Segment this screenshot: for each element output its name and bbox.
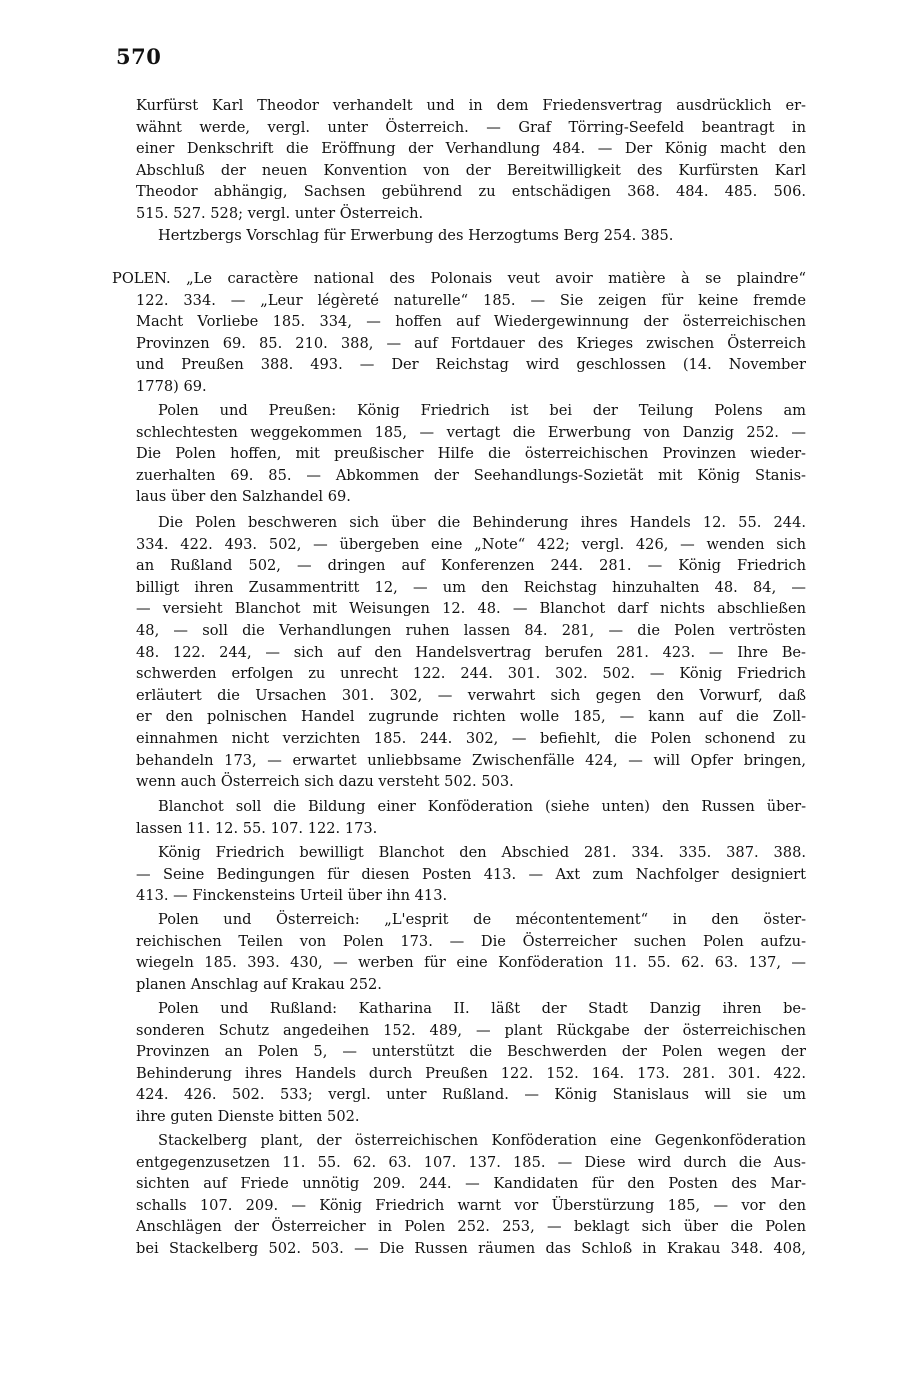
text-line: wenn auch Österreich sich dazu versteht 502. 503. xyxy=(136,773,514,791)
text-line: 515. 527. 528; vergl. unter Österreich. xyxy=(136,204,424,222)
text-line: billigt ihren Zusammentritt 12, — um den Reichstag hinzuhalten 48. 84, — xyxy=(136,578,806,596)
entry-heading-line: POLEN. „Le caractère national des Polonais veut avoir matière à se plaindre“ xyxy=(112,270,806,287)
polen-stackelberg-paragraph xyxy=(136,1130,806,1260)
text-line: planen Anschlag auf Krakau 252. xyxy=(136,975,382,993)
text-line: Polen und Preußen: König Friedrich ist bei der Teilung Polens am xyxy=(158,402,806,419)
hertzberg-line: Hertzbergs Vorschlag für Erwerbung des Herzogtums Berg 254. 385. xyxy=(158,226,674,244)
text-line: 334. 422. 493. 502, — übergeben eine „Note“ 422; vergl. 426, — wenden sich xyxy=(136,535,806,553)
text-line: Theodor abhängig, Sachsen gebührend zu entschädigen 368. 484. 485. 506. xyxy=(136,183,806,201)
text-line: sonderen Schutz angedeihen 152. 489, — plant Rückgabe der österreichischen xyxy=(136,1021,806,1039)
text-line: ihre guten Dienste bitten 502. xyxy=(136,1107,360,1125)
polen-preussen-paragraph xyxy=(136,400,806,508)
text-line: wiegeln 185. 393. 430, — werben für eine Konföderation 11. 55. 62. 63. 137, — xyxy=(136,954,806,972)
text-line: — versieht Blanchot mit Weisungen 12. 48. — Blanchot darf nichts abschließen xyxy=(136,600,806,618)
text-line: er den polnischen Handel zugrunde richten wolle 185, — kann auf die Zoll- xyxy=(136,708,806,726)
text-line: laus über den Salzhandel 69. xyxy=(136,488,351,506)
text-line: Blanchot soll die Bildung einer Konföderation (siehe unten) den Russen über- xyxy=(158,798,806,815)
polen-entry-intro xyxy=(112,268,806,398)
polen-oesterreich-paragraph xyxy=(136,909,806,995)
text-line: schalls 107. 209. — König Friedrich warnt vor Überstürzung 185, — vor den xyxy=(136,1196,806,1214)
text-line: Behinderung ihres Handels durch Preußen 122. 152. 164. 173. 281. 301. 422. xyxy=(136,1064,806,1082)
text-line: und Preußen 388. 493. — Der Reichstag wird geschlossen (14. November xyxy=(136,356,806,374)
text-line: Anschlägen der Österreicher in Polen 252. 253, — beklagt sich über die Polen xyxy=(136,1218,806,1236)
text-line: Abschluß der neuen Konvention von der Bereitwilligkeit des Kurfürsten Karl xyxy=(136,161,806,179)
text-line: wähnt werde, vergl. unter Österreich. — Graf Törring-Seefeld beantragt in xyxy=(136,118,806,136)
text-line: Macht Vorliebe 185. 334, — hoffen auf Wiedergewinnung der österreichischen xyxy=(136,313,806,331)
text-line: schlechtesten weggekommen 185, — vertagt die Erwerbung von Danzig 252. — xyxy=(136,423,806,441)
polen-abschied-paragraph xyxy=(136,842,806,907)
text-line: reichischen Teilen von Polen 173. — Die Österreicher suchen Polen aufzu- xyxy=(136,932,806,950)
text-line: einer Denkschrift die Eröffnung der Verhandlung 484. — Der König macht den xyxy=(136,140,806,158)
polen-handel-paragraph xyxy=(136,512,806,793)
text-line: behandeln 173, — erwartet unliebbsame Zwischenfälle 424, — will Opfer bringen, xyxy=(136,751,806,769)
text-line: Polen und Rußland: Katharina II. läßt der Stadt Danzig ihren be- xyxy=(158,1000,806,1017)
text-line: Kurfürst Karl Theodor verhandelt und in dem Friedensvertrag ausdrücklich er- xyxy=(136,97,806,114)
text-line: 48, — soll die Verhandlungen ruhen lassen 84. 281, — die Polen vertrösten xyxy=(136,621,806,639)
text-line: Provinzen 69. 85. 210. 388, — auf Fortdauer des Krieges zwischen Österreich xyxy=(136,334,806,352)
page-number: 570 xyxy=(116,44,162,69)
text-line: 48. 122. 244, — sich auf den Handelsvertrag berufen 281. 423. — Ihre Be- xyxy=(136,643,806,661)
text-line: 122. 334. — „Leur légèreté naturelle“ 185. — Sie zeigen für keine fremde xyxy=(136,291,806,309)
text-line: Die Polen beschweren sich über die Behinderung ihres Handels 12. 55. 244. xyxy=(158,514,806,531)
text-line: an Rußland 502, — dringen auf Konferenzen 244. 281. — König Friedrich xyxy=(136,557,806,575)
text-line: 413. — Finckensteins Urteil über ihn 413. xyxy=(136,887,448,905)
text-line: Polen und Österreich: „L'esprit de mécontentement“ in den öster- xyxy=(158,911,806,928)
text-line: König Friedrich bewilligt Blanchot den Abschied 281. 334. 335. 387. 388. xyxy=(158,844,806,861)
text-line: entgegenzusetzen 11. 55. 62. 63. 107. 137. 185. — Diese wird durch die Aus- xyxy=(136,1153,806,1171)
text-line: 424. 426. 502. 533; vergl. unter Rußland. — König Stanislaus will sie um xyxy=(136,1086,806,1104)
text-line: 1778) 69. xyxy=(136,377,207,395)
polen-konfoederation-paragraph xyxy=(136,796,806,839)
text-line: schwerden erfolgen zu unrecht 122. 244. 301. 302. 502. — König Friedrich xyxy=(136,665,806,683)
text-line: lassen 11. 12. 55. 107. 122. 173. xyxy=(136,819,378,837)
text-line: bei Stackelberg 502. 503. — Die Russen räumen das Schloß in Krakau 348. 408, xyxy=(136,1239,806,1257)
polen-russland-paragraph xyxy=(136,998,806,1128)
text-line: Die Polen hoffen, mit preußischer Hilfe die österreichischen Provinzen wieder- xyxy=(136,445,806,463)
text-line: Provinzen an Polen 5, — unterstützt die Beschwerden der Polen wegen der xyxy=(136,1043,806,1061)
text-line: einnahmen nicht verzichten 185. 244. 302, — befiehlt, die Polen schonend zu xyxy=(136,729,806,747)
text-line: sichten auf Friede unnötig 209. 244. — Kandidaten für den Posten des Mar- xyxy=(136,1175,806,1193)
continuation-paragraph xyxy=(136,95,806,246)
text-line: Stackelberg plant, der österreichischen Konföderation eine Gegenkonföderation xyxy=(158,1132,806,1149)
text-line: zuerhalten 69. 85. — Abkommen der Seehandlungs-Sozietät mit König Stanis- xyxy=(136,466,806,484)
text-line: — Seine Bedingungen für diesen Posten 413. — Axt zum Nachfolger designiert xyxy=(136,865,806,883)
text-line: erläutert die Ursachen 301. 302, — verwahrt sich gegen den Vorwurf, daß xyxy=(136,686,806,704)
